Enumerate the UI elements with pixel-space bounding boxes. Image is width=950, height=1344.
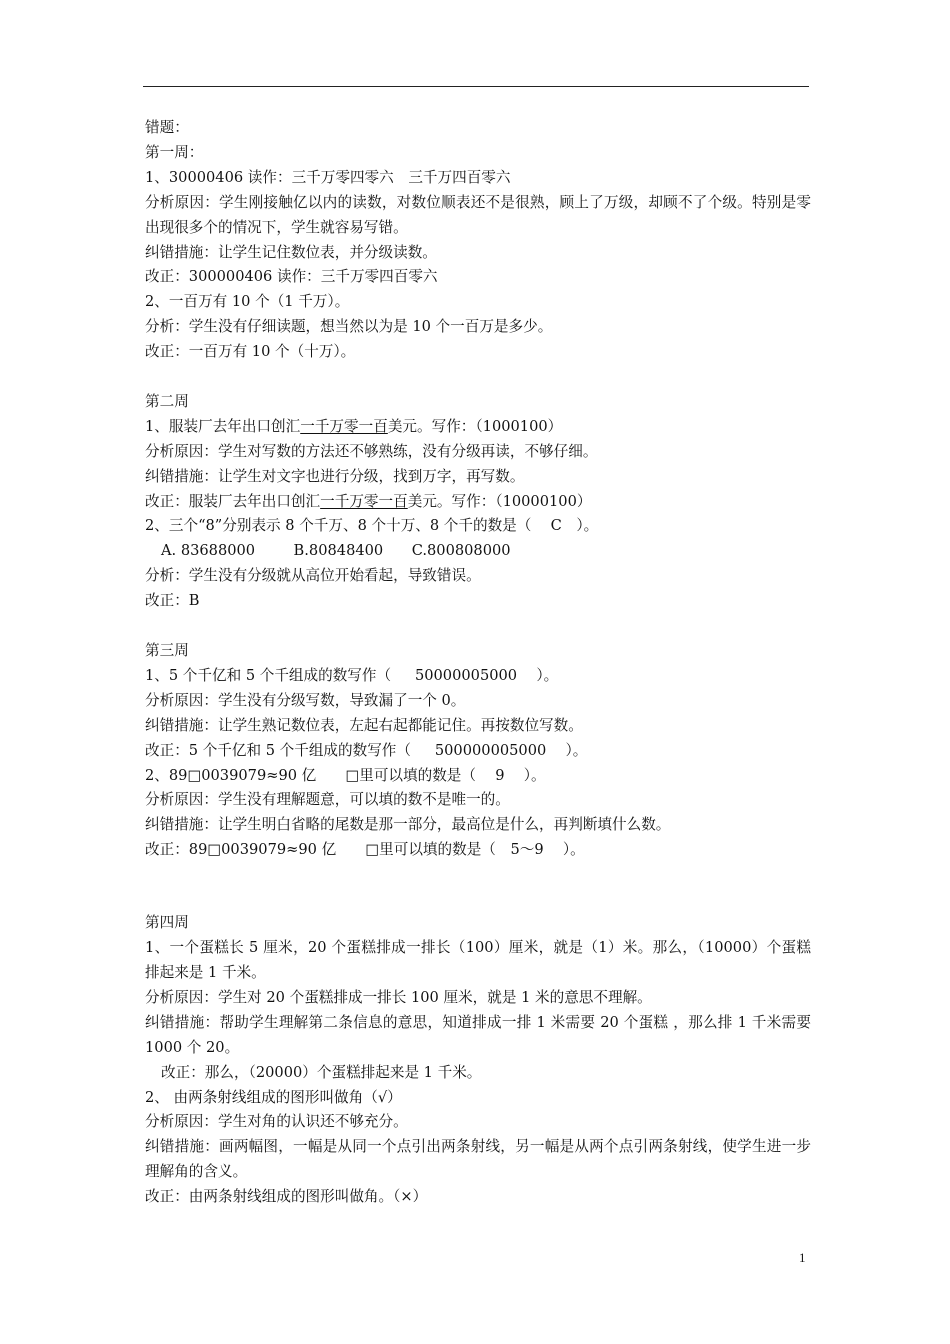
week3-q1-fix: 纠错措施：让学生熟记数位表，左起右起都能记住。再按数位写数。 [145,716,583,734]
week1-q1-analysis: 分析原因：学生刚接触亿以内的读数，对数位顺表还不是很熟，顾上了万级，却顾不了个级。特别是零出现很多个的情况下，学生就容易写错。 [145,193,811,236]
week2-q1-correct: 改正：服装厂去年出口创汇一千万零一百美元。写作：（10000100） [145,492,592,510]
header-rule [143,86,809,87]
week1-q1-fix: 纠错措施：让学生记住数位表，并分级读数。 [145,243,437,261]
week3-q2-analysis: 分析原因：学生没有理解题意，可以填的数不是唯一的。 [145,791,510,809]
week4-q1-analysis: 分析原因：学生对 20 个蛋糕排成一排长 100 厘米，就是 1 米的意思不理解。 [145,988,652,1006]
week3-q2: 2、89□0039079≈90 亿 □里可以填的数是（ 9 ）。 [145,766,546,784]
week1-title: 第一周： [145,143,204,161]
underlined-amount: 一千万零一百 [300,417,388,435]
week2-q1-analysis: 分析原因：学生对写数的方法还不够熟练，没有分级再读，不够仔细。 [145,442,598,460]
week4-q2: 2、 由两条射线组成的图形叫做角（√） [145,1088,402,1106]
week2-title: 第二周 [145,392,189,410]
week3-q2-correct: 改正：89□0039079≈90 亿 □里可以填的数是（ 5～9 ）。 [145,841,585,859]
week1-q2: 2、一百万有 10 个（1 千万）。 [145,293,350,311]
week4-q2-correct: 改正：由两条射线组成的图形叫做角。（×） [145,1188,428,1206]
week3-q1-correct: 改正：5 个千亿和 5 个千组成的数写作（ 500000005000 ）。 [145,741,588,759]
week2-q1: 1、服装厂去年出口创汇一千万零一百美元。写作：（1000100） [145,417,563,435]
document-body [145,116,811,1210]
page-number: 1 [799,1250,806,1265]
heading: 错题： [145,119,189,136]
week4-q1-fix: 纠错措施：帮助学生理解第二条信息的意思，知道排成一排 1 米需要 20 个蛋糕 ，那么排 1 千米需要 1000 个 20。 [145,1013,811,1056]
week1-q1: 1、30000406 读作：三千万零四零六 三千万四百零六 [145,168,511,186]
week4-title: 第四周 [145,914,189,932]
week2-q2-correct: 改正：B [145,592,200,610]
week1-q2-analysis: 分析：学生没有仔细读题，想当然以为是 10 个一百万是多少。 [145,318,553,336]
week3-title: 第三周 [145,642,189,659]
week1-q2-correct: 改正：一百万有 10 个（十万）。 [145,343,356,361]
week2-q2-analysis: 分析：学生没有分级就从高位开始看起，导致错误。 [145,567,481,585]
week1-q1-correct: 改正：300000406 读作：三千万零四百零六 [145,268,438,286]
week3-q2-fix: 纠错措施：让学生明白省略的尾数是那一部分，最高位是什么，再判断填什么数。 [145,816,671,834]
week4-q2-analysis: 分析原因：学生对角的认识还不够充分。 [145,1113,408,1131]
week4-q1: 1、一个蛋糕长 5 厘米，20 个蛋糕排成一排长（100）厘米，就是（1）米。那么，（10000）个蛋糕排起来是 1 千米。 [145,939,811,981]
week2-q2-options: A. 83688000 B.80848400 C.800808000 [161,542,511,560]
week4-q1-correct: 改正：那么，（20000）个蛋糕排起来是 1 千米。 [161,1063,482,1081]
underlined-amount: 一千万零一百 [320,492,408,510]
week2-q1-fix: 纠错措施：让学生对文字也进行分级，找到万字，再写数。 [145,467,525,485]
week2-q2: 2、三个“8”分别表示 8 个千万、8 个十万、8 个千的数是（ C ）。 [145,517,599,535]
week4-q2-fix: 纠错措施：画两幅图，一幅是从同一个点引出两条射线，另一幅是从两个点引两条射线，使学生进一步理解角的含义。 [145,1138,811,1181]
week3-q1-analysis: 分析原因：学生没有分级写数，导致漏了一个 0。 [145,691,466,709]
week3-q1: 1、5 个千亿和 5 个千组成的数写作（ 50000005000 ）。 [145,666,559,684]
